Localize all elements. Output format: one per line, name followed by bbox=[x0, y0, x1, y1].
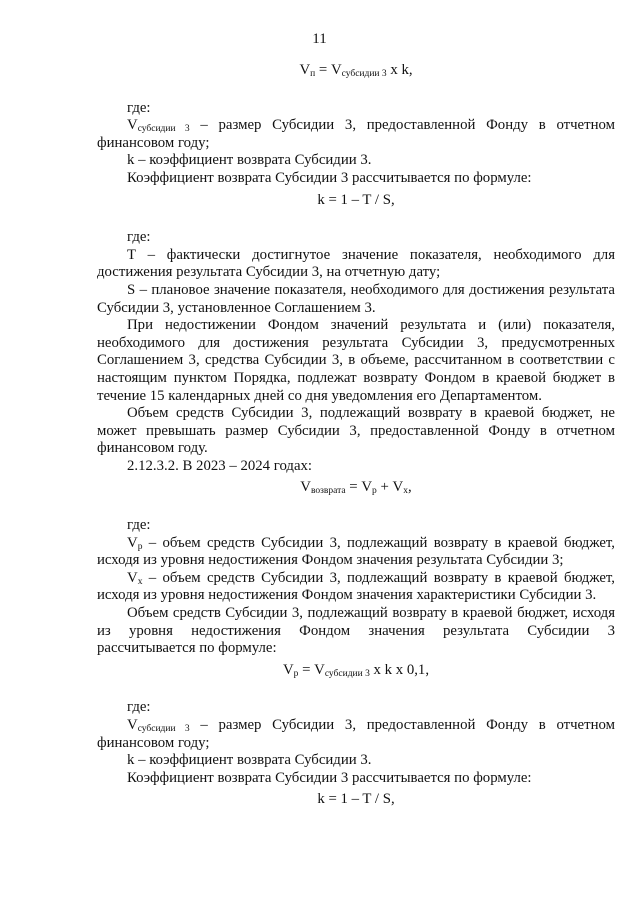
document-body bbox=[97, 58, 615, 829]
paragraph: Коэффициент возврата Субсидии 3 рассчитывается по формуле: bbox=[127, 169, 532, 186]
where-label: где: bbox=[127, 699, 151, 716]
paragraph: k – коэффициент возврата Субсидии 3. bbox=[127, 752, 372, 769]
definition-paragraph bbox=[97, 717, 615, 752]
subscript: р bbox=[293, 668, 299, 679]
subscript: х bbox=[137, 576, 143, 587]
definition-symbol: V bbox=[127, 569, 138, 586]
where-label: где: bbox=[127, 99, 151, 116]
paragraph: T – фактически достигнутое значение показателя, необходимого для достижения результата Субсидии 3, на отчетную дату; bbox=[97, 246, 615, 281]
formula-operator: = V bbox=[345, 479, 373, 496]
paragraph: Коэффициент возврата Субсидии 3 рассчитывается по формуле: bbox=[127, 769, 532, 786]
definition-text: – объем средств Субсидии 3, подлежащий возврату в краевой бюджет, исходя из уровня недостижения Фондом значения характеристики Субсидии 3. bbox=[97, 569, 615, 604]
where-label: где: bbox=[127, 229, 151, 246]
formula-end: , bbox=[407, 479, 412, 496]
definition-paragraph bbox=[97, 535, 615, 570]
subscript: субсидии 3 bbox=[324, 668, 370, 679]
subscript: возврата bbox=[310, 486, 346, 497]
formula-tail: x k x 0,1, bbox=[369, 661, 430, 678]
subscript: субсидии 3 bbox=[137, 124, 190, 135]
subscript: субсидии 3 bbox=[137, 724, 190, 734]
paragraph: S – плановое значение показателя, необходимого для достижения результата Субсидии 3, установленное Соглашением 3. bbox=[97, 281, 615, 316]
paragraph: Объем средств Субсидии 3, подлежащий возврату в краевой бюджет, не может превышать размер Субсидии 3, предоставленной Фонду в отчетном финансовом году. bbox=[97, 405, 615, 457]
paragraph: Объем средств Субсидии 3, подлежащий возврату в краевой бюджет, исходя из уровня недостижения Фондом значения результата Субсидии 3 рассчитывается по формуле: bbox=[97, 605, 615, 657]
where-label: где: bbox=[127, 517, 151, 534]
paragraph: k – коэффициент возврата Субсидии 3. bbox=[127, 152, 372, 169]
definition-text: – размер Субсидии 3, предоставленной Фонду в отчетном финансовом году; bbox=[97, 717, 615, 751]
formula bbox=[97, 479, 615, 497]
definition-text: – объем средств Субсидии 3, подлежащий возврату в краевой бюджет, исходя из уровня недостижения Фондом значения результата Субсидии 3; bbox=[97, 534, 615, 569]
subscript: субсидии 3 bbox=[341, 69, 387, 79]
subscript: р bbox=[137, 541, 143, 552]
paragraph: При недостижении Фондом значений результата и (или) показателя, необходимого для достижения результата Субсидии 3, предусмотренных Соглашением 3, средства Субсидии 3, в объеме, рассчитанном в соответствии с настоящим пунктом Порядка, подлежат возврату Фондом в краевой бюджет в течение 15 календарных дней со дня уведомления его Департаментом. bbox=[97, 317, 615, 404]
subscript: р bbox=[372, 486, 377, 497]
formula: k = 1 – T / S, bbox=[317, 791, 395, 808]
formula bbox=[97, 62, 615, 80]
formula-symbol: V bbox=[300, 479, 311, 496]
formula-symbol: V bbox=[299, 62, 311, 78]
formula: k = 1 – T / S, bbox=[317, 191, 395, 208]
formula-symbol: V bbox=[282, 661, 294, 678]
formula-operator: = V bbox=[315, 62, 342, 78]
definition-paragraph bbox=[97, 570, 615, 605]
page-number: 11 bbox=[312, 31, 327, 47]
paragraph: 2.12.3.2. В 2023 – 2024 годах: bbox=[127, 457, 313, 474]
definition-symbol: V bbox=[127, 117, 138, 134]
formula-tail: + V bbox=[376, 479, 404, 496]
subscript: п bbox=[310, 69, 316, 79]
definition-symbol: V bbox=[127, 717, 138, 733]
definition-paragraph bbox=[97, 117, 615, 152]
definition-symbol: V bbox=[127, 534, 138, 551]
definition-text: – размер Субсидии 3, предоставленной Фонду в отчетном финансовом году; bbox=[97, 117, 615, 151]
formula-operator: = V bbox=[298, 661, 325, 678]
formula bbox=[97, 662, 615, 680]
subscript: х bbox=[403, 486, 408, 497]
formula-tail: x k, bbox=[386, 62, 413, 78]
